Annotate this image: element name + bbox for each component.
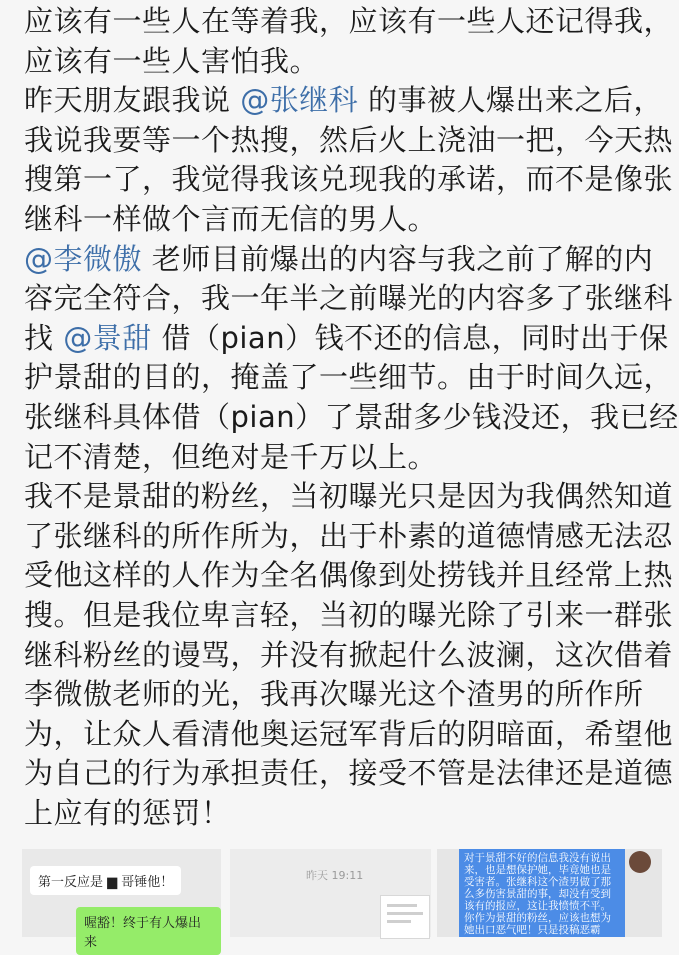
post-text: 借（pian）钱不还的信息，同时出于保 xyxy=(151,320,669,355)
post-text: 张继科具体借（pian）了景甜多少钱没还，我已经 xyxy=(24,399,679,434)
image-thumbnails xyxy=(22,849,662,950)
post-text-line xyxy=(24,358,674,398)
user-mention-link[interactable]: @张继科 xyxy=(240,83,359,118)
post-text-line xyxy=(24,2,674,42)
card-text-line xyxy=(387,920,411,923)
post-text-line xyxy=(24,240,654,280)
chat-bubble-received: 第一反应是 ▆ 哥锤他！ xyxy=(30,866,181,895)
post-text-line xyxy=(24,675,644,715)
post-text-line xyxy=(24,81,663,121)
chat-message-bubble: 对于景甜不好的信息我没有说出来，也是想保护她，毕竟她也是受害者。张继科这个渣男做了那么多伤害景甜的事，却没有受到该有的报应，这让我愤愤不平。你作为景甜的粉丝，应该也想为她出口恶气吧！只是投稿恶霸 xyxy=(459,849,625,937)
post-text-line xyxy=(24,596,674,636)
post-text: 应该有一些人害怕我。 xyxy=(24,43,320,78)
post-body xyxy=(24,0,679,833)
post-text-line xyxy=(24,794,644,834)
post-text: 记不清楚，但绝对是千万以上。 xyxy=(24,439,438,474)
post-text-line xyxy=(24,121,674,161)
user-mention-link[interactable]: @景甜 xyxy=(63,320,152,355)
post-text: 为，让众人看清他奥运冠军背后的阴暗面，希望他 xyxy=(24,716,674,751)
post-text-line xyxy=(24,477,674,517)
card-text-line xyxy=(387,912,423,915)
post-text: 护景甜的目的，掩盖了一些细节。由于时间久远， xyxy=(24,360,674,395)
post-text-line xyxy=(24,517,674,557)
chat-screenshot-thumbnail-3[interactable] xyxy=(437,849,662,937)
post-text: 继科一样做个言而无信的男人。 xyxy=(24,201,438,236)
post-text: 应该有一些人在等着我，应该有一些人还记得我， xyxy=(24,4,674,38)
post-text-line xyxy=(24,160,674,200)
post-text: 昨天朋友跟我说 xyxy=(24,83,241,118)
post-text: 容完全符合，我一年半之前曝光的内容多了张继科 xyxy=(24,281,674,316)
post-text: 搜第一了，我觉得我该兑现我的承诺，而不是像张 xyxy=(24,162,674,197)
post-text-line xyxy=(24,279,674,319)
post-text-line xyxy=(24,438,644,478)
post-text: 我说我要等一个热搜，然后火上浇油一把，今天热 xyxy=(24,122,674,157)
post-text: 老师目前爆出的内容与我之前了解的内 xyxy=(142,241,654,276)
post-text: 上应有的惩罚！ xyxy=(24,795,231,830)
post-text-line xyxy=(24,319,669,359)
post-text-line xyxy=(24,398,679,438)
shared-card xyxy=(380,895,430,939)
post-text: 找 xyxy=(24,320,64,355)
user-mention-link[interactable]: @李微傲 xyxy=(24,241,143,276)
post-text: 李微傲老师的光，我再次曝光这个渣男的所作所 xyxy=(24,677,644,712)
post-text: 继科粉丝的谩骂，并没有掀起什么波澜，这次借着 xyxy=(24,637,674,672)
post-text: 的事被人爆出来之后， xyxy=(358,83,663,118)
post-text-line xyxy=(24,754,674,794)
post-text: 我不是景甜的粉丝，当初曝光只是因为我偶然知道 xyxy=(24,479,674,514)
post-text-line xyxy=(24,636,674,676)
post-text-line xyxy=(24,42,644,82)
chat-bubble-sent: 喔豁！终于有人爆出来 xyxy=(76,907,221,955)
avatar xyxy=(629,851,651,873)
chat-timestamp: 昨天 19:11 xyxy=(306,869,364,882)
post-text: 受他这样的人作为全名偶像到处捞钱并且经常上热 xyxy=(24,558,674,593)
post-text-line xyxy=(24,200,644,240)
post-text: 了张继科的所作所为，出于朴素的道德情感无法忍 xyxy=(24,518,674,553)
card-text-line xyxy=(387,904,417,907)
post-text: 搜。但是我位卑言轻，当初的曝光除了引来一群张 xyxy=(24,597,674,632)
post-text-line xyxy=(24,556,674,596)
chat-screenshot-thumbnail-1[interactable] xyxy=(22,849,221,950)
post-text: 为自己的行为承担责任，接受不管是法律还是道德 xyxy=(24,756,674,791)
post-text-line xyxy=(24,715,674,755)
chat-screenshot-thumbnail-2[interactable] xyxy=(230,849,431,937)
